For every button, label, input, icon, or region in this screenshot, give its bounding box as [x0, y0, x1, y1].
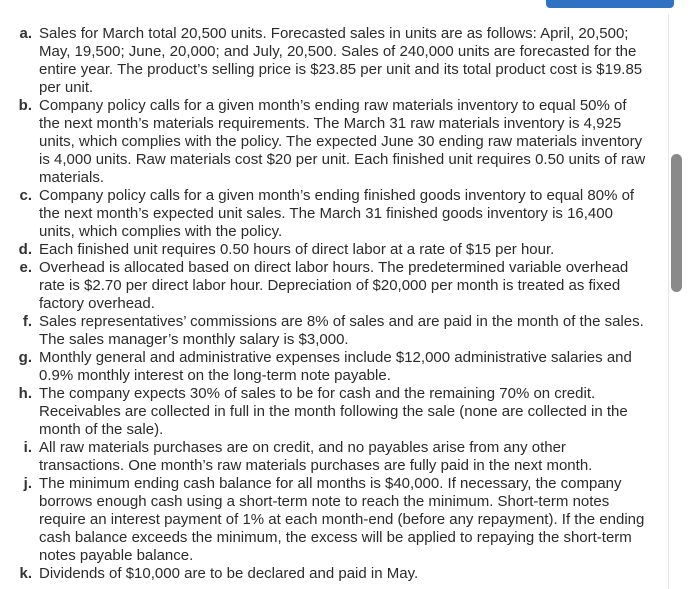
item-line: the next month’s expected unit sales. The March 31 finished goods inventory is 16,400: [39, 205, 613, 222]
list-item: [0, 259, 680, 313]
item-line: units, which complies with the policy.: [39, 223, 283, 240]
item-marker: k.: [19, 565, 32, 582]
item-line: May, 19,500; June, 20,000; and July, 20,500. Sales of 240,000 units are forecasted for the: [39, 43, 637, 60]
list-item: [0, 349, 680, 385]
item-line: Sales for March total 20,500 units. Forecasted sales in units are as follows: April, 20,500;: [39, 25, 629, 42]
item-line: borrows enough cash using a short-term note to reach the minimum. Short-term notes: [39, 493, 610, 510]
top-action-button[interactable]: [546, 0, 674, 8]
item-marker: j.: [23, 475, 32, 492]
item-line: Receivables are collected in full in the month following the sale (none are collected in the: [39, 403, 628, 420]
item-line: cash balance exceeds the minimum, the excess will be applied to repaying the short-term: [39, 529, 632, 546]
item-line: rate is $2.70 per direct labor hour. Depreciation of $20,000 per month is treated as fixed: [39, 277, 621, 294]
item-line: The sales manager’s monthly salary is $3,000.: [39, 331, 349, 348]
item-line: require an interest payment of 1% at each month-end (before any repayment). If the ending: [39, 511, 645, 528]
item-marker: c.: [19, 187, 32, 204]
vertical-scrollbar[interactable]: [668, 14, 687, 589]
item-line: the next month’s materials requirements. The March 31 raw materials inventory is 4,925: [39, 115, 622, 132]
item-line: 0.9% monthly interest on the long-term note payable.: [39, 367, 391, 384]
item-line: Monthly general and administrative expenses include $12,000 administrative salaries and: [39, 349, 632, 366]
list-item: [0, 439, 680, 475]
list-item: [0, 565, 680, 583]
item-marker: e.: [19, 259, 32, 276]
item-line: Company policy calls for a given month’s ending raw materials inventory to equal 50% of: [39, 97, 627, 114]
item-line: units, which complies with the policy. The expected June 30 ending raw materials inventory: [39, 133, 643, 150]
item-line: Sales representatives’ commissions are 8% of sales and are paid in the month of the sales.: [39, 313, 644, 330]
list-item: [0, 25, 680, 97]
item-line: notes payable balance.: [39, 547, 194, 564]
item-line: The company expects 30% of sales to be for cash and the remaining 70% on credit.: [39, 385, 596, 402]
item-marker: h.: [18, 385, 32, 402]
item-line: Dividends of $10,000 are to be declared and paid in May.: [39, 565, 419, 582]
item-line: Each finished unit requires 0.50 hours of direct labor at a rate of $15 per hour.: [39, 241, 555, 258]
item-line: per unit.: [39, 79, 94, 96]
item-line: materials.: [39, 169, 105, 186]
item-line: Overhead is allocated based on direct labor hours. The predetermined variable overhead: [39, 259, 629, 276]
item-line: factory overhead.: [39, 295, 155, 312]
list-item: [0, 187, 680, 241]
item-marker: b.: [18, 97, 32, 114]
list-item: [0, 475, 680, 565]
item-line: transactions. One month’s raw materials purchases are fully paid in the next month.: [39, 457, 593, 474]
item-line: The minimum ending cash balance for all months is $40,000. If necessary, the company: [39, 475, 622, 492]
item-line: month of the sale).: [39, 421, 164, 438]
list-item: [0, 385, 680, 439]
item-marker: a.: [19, 25, 32, 42]
problem-requirements-list: [0, 25, 680, 583]
item-marker: f.: [22, 313, 32, 330]
item-line: entire year. The product’s selling price is $23.85 per unit and its total product cost is $19.85: [39, 61, 643, 78]
item-marker: i.: [23, 439, 32, 456]
item-marker: d.: [18, 241, 32, 258]
list-item: [0, 241, 680, 259]
item-marker: g.: [18, 349, 32, 366]
item-line: Company policy calls for a given month’s ending finished goods inventory to equal 80% of: [39, 187, 635, 204]
list-item: [0, 313, 680, 349]
list-item: [0, 97, 680, 187]
item-line: is 4,000 units. Raw materials cost $20 per unit. Each finished unit requires 0.50 units of raw: [39, 151, 646, 168]
scrollbar-thumb[interactable]: [671, 154, 682, 292]
item-line: All raw materials purchases are on credit, and no payables arise from any other: [39, 439, 566, 456]
